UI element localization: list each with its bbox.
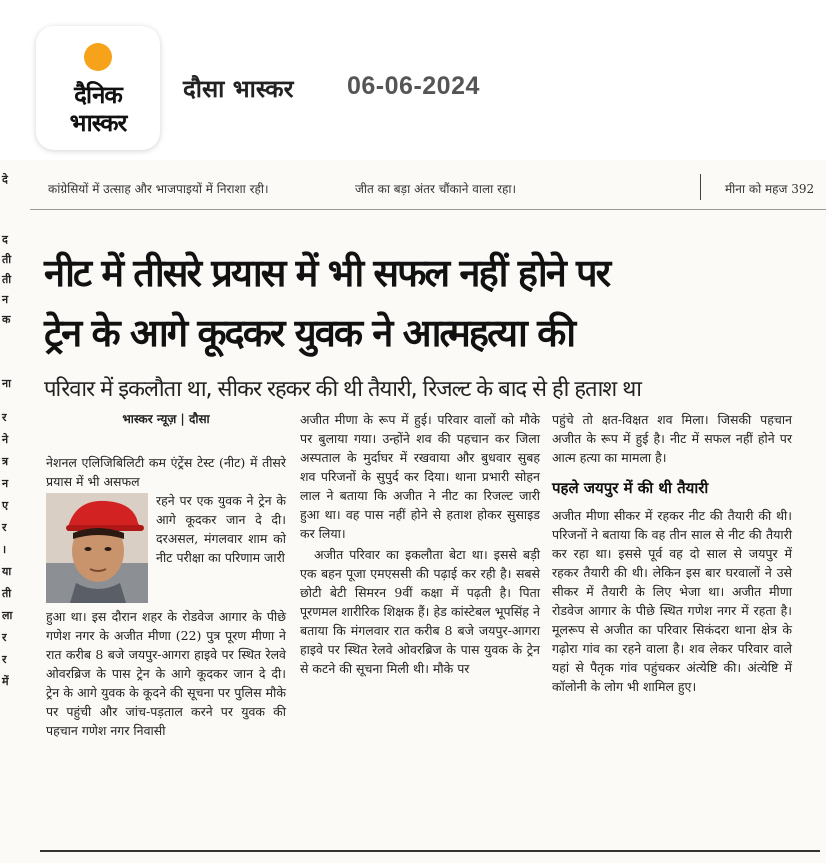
fragment-char: में: [2, 675, 9, 688]
newspaper-clipping: [0, 160, 826, 863]
column-1-body: हुआ था। इस दौरान शहर के रोडवेज आगार के पीछे गणेश नगर के अजीत मीणा (22) पुत्र पूरण मीणा ने रात करीब 8 बजे जयपुर-आगरा हाइवे पर स्थित रेलवे ओवरब्रिज के पास ट्रेन के आगे कूदकर जान दे दी। ट्रेन के आगे युवक के कूदने की सूचना पर पुलिस मौके पर पहुंची और जांच-पड़ताल करने पर युवक की पहचान गणेश नगर निवासी: [46, 609, 286, 738]
fragment-char: ।: [2, 543, 7, 556]
article-headline-line-2: ट्रेन के आगे कूदकर युवक ने आत्महत्या की: [44, 311, 575, 355]
fragment-char: र: [2, 411, 7, 424]
edition-date: 06-06-2024: [347, 72, 480, 100]
logo-text-line1: दैनिक: [74, 81, 122, 109]
previous-article-strip: [30, 160, 826, 210]
person-photo-icon: [46, 493, 148, 603]
dainik-bhaskar-logo[interactable]: [36, 26, 160, 150]
column-3-paragraph-2: अजीत मीणा सीकर में रहकर नीट की तैयारी की थी। परिजनों ने बताया कि वह तीन साल से नीट की तैयारी कर रहा था। इससे पूर्व वह दो साल से जयपुर में रहकर तैयारी की थी। लेकिन इस बार घरवालों ने उसे सीकर में तैयारी के लिए भेजा था। अजीत मीणा रोडवेज आगार के पीछे स्थित गणेश नगर में रहता है। मूलरूप से अजीत का परिवार सिकंदरा थाना क्षेत्र के गढ़ोरा गांव का रहने वाला है। शव लेकर परिवार वाले यहां से पैतृक गांव पहुंचकर अंत्येष्टि की। अंत्येष्टि में कॉलोनी के लोग भी शामिल हुए।: [552, 508, 792, 694]
fragment-char: र: [2, 631, 7, 644]
previous-article-text-2: जीत का बड़ा अंतर चौंकाने वाला रहा।: [355, 182, 517, 196]
edition-name: दौसा भास्कर: [183, 75, 294, 103]
article-column-2: [300, 410, 540, 678]
section-subheading: पहले जयपुर में की थी तैयारी: [552, 479, 709, 497]
page-header: [0, 0, 826, 160]
fragment-char: या: [2, 565, 12, 578]
article-byline: भास्कर न्यूज़ | दौसा: [122, 412, 210, 426]
article-column-1: [46, 410, 286, 740]
previous-article-text-3: मीना को महज 392: [725, 182, 815, 196]
fragment-char: द: [2, 233, 8, 246]
fragment-char: र: [2, 653, 7, 666]
previous-article-text-1: कांग्रेसियों में उत्साह और भाजपाइयों में निराशा रही।: [48, 182, 269, 196]
fragment-char: न: [2, 477, 9, 490]
victim-photo: [46, 493, 148, 603]
column-1-intro: नेशनल एलिजिबिलिटी कम एंट्रेंस टेस्ट (नीट) में तीसरे प्रयास में भी असफल: [46, 455, 286, 489]
column-divider: [700, 174, 701, 200]
column-2-paragraph-1: अजीत मीणा के रूप में हुई। परिवार वालों को मौके पर बुलाया गया। उन्होंने शव की पहचान कर जिला अस्पताल के मुर्दाघर में रखवाया और बुधवार सुबह शव परिजनों के सुपुर्द कर दिया। थाना प्रभारी सोहन लाल ने बताया कि अजीत ने नीट का रिजल्ट जारी हुआ था। वह पास नहीं होने से हताश होकर सुसाइड कर लिया।: [300, 412, 540, 541]
fragment-char: न: [2, 293, 9, 306]
article-headline-line-1: नीट में तीसरे प्रयास में भी सफल नहीं होने पर: [44, 251, 610, 295]
fragment-char: ने: [2, 433, 9, 446]
fragment-char: ती: [2, 273, 12, 286]
fragment-char: ना: [2, 377, 11, 390]
article-column-3: [552, 410, 792, 696]
fragment-char: र: [2, 521, 7, 534]
fragment-char: क: [2, 313, 11, 326]
column-1-wrap-text: रहने पर एक युवक ने ट्रेन के आगे कूदकर जान दे दी। दरअसल, मंगलवार शाम को नीट परीक्षा का परिणाम जारी: [156, 493, 286, 565]
fragment-char: ए: [2, 499, 9, 512]
logo-text-line2: भास्कर: [69, 109, 127, 137]
fragment-char: दे: [2, 173, 8, 186]
fragment-char: ती: [2, 253, 12, 266]
fragment-char: ला: [2, 609, 13, 622]
fragment-char: ती: [2, 587, 12, 600]
column-2-paragraph-2: अजीत परिवार का इकलौता बेटा था। इससे बड़ी एक बहन पूजा एमएससी की पढ़ाई कर रही है। सबसे छोटी बेटी सिमरन 9वीं कक्षा में पढ़ती है। पिता पूरणमल शारीरिक शिक्षक हैं। हेड कांस्टेबल भूपसिंह ने बताया कि मंगलवार रात करीब 8 बजे जयपुर-आगरा हाइवे पर स्थित रेलवे ओवरब्रिज के पास युवक के ट्रेन से कटने की सूचना मिली थी। मौके पर: [300, 547, 540, 676]
fragment-char: त्र: [2, 455, 9, 468]
next-article-cutoff: [40, 850, 820, 863]
adjacent-column-fragment: [0, 160, 16, 863]
article-subheadline: परिवार में इकलौता था, सीकर रहकर की थी तैयारी, रिजल्ट के बाद से ही हताश था: [44, 377, 641, 402]
column-3-paragraph-1: पहुंचे तो क्षत-विक्षत शव मिला। जिसकी पहचान अजीत के रूप में हुई है। नीट में सफल नहीं होने पर आत्म हत्या का मामला है।: [552, 412, 792, 465]
sun-icon: [83, 42, 113, 72]
